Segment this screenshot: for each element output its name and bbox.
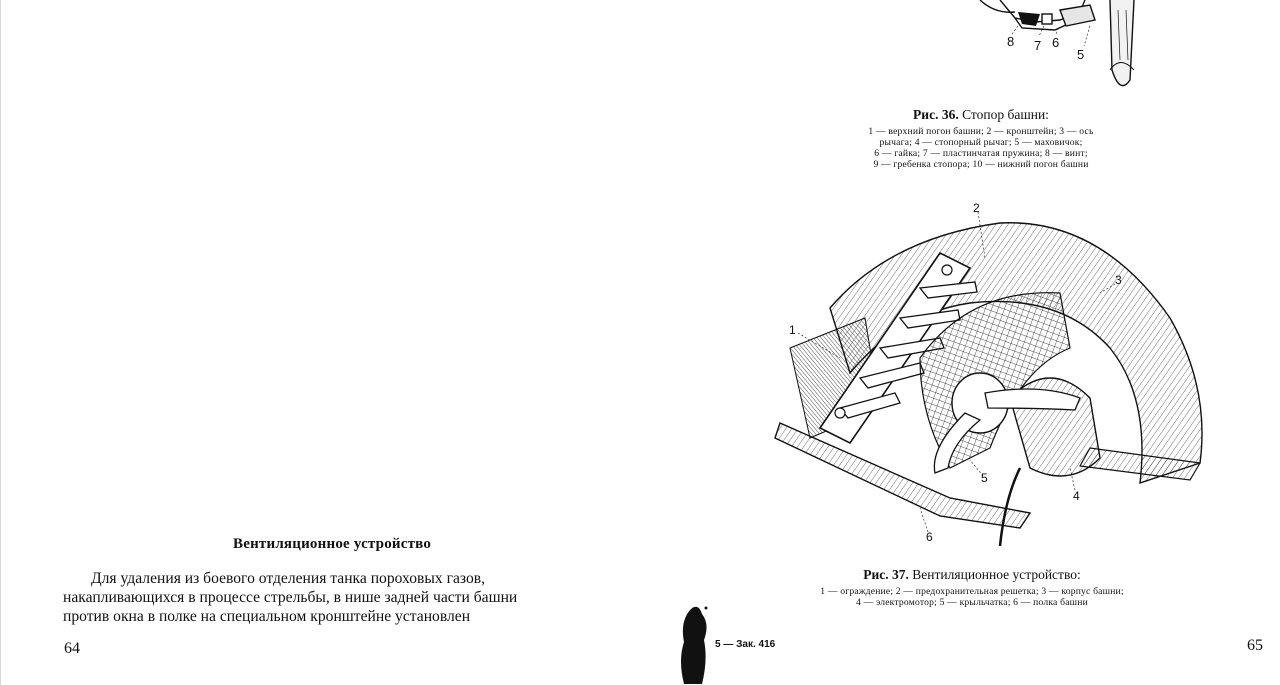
figure-36-caption: [826, 107, 1136, 170]
caption-title: [760, 567, 1184, 583]
body-paragraph: [63, 569, 629, 626]
caption-text: Вентиляционное устройство:: [912, 567, 1081, 582]
ventilation-device-figure: [770, 198, 1210, 548]
fig37-callout: 1: [789, 323, 796, 337]
paragraph-line: Для удаления из боевого отделения танка пороховых газов,: [91, 570, 486, 587]
legend-line: 1 — ограждение; 2 — предохранительная решетка; 3 — корпус башни;: [820, 586, 1124, 597]
caption-title: [826, 107, 1136, 123]
caption-number: Рис. 36.: [913, 107, 959, 122]
fig36-callout: 5: [1077, 47, 1085, 62]
section-title: Вентиляционное устройство: [233, 536, 432, 552]
legend-line: рычага; 4 — стопорный рычаг; 5 — маховичок;: [879, 137, 1083, 148]
fig37-callout: 4: [1073, 489, 1080, 503]
fig36-callout: 6: [1052, 35, 1060, 50]
caption-number: Рис. 37.: [863, 567, 909, 582]
fig36-callout: 7: [1034, 38, 1042, 53]
legend-line: 9 — гребенка стопора; 10 — нижний погон башни: [873, 159, 1089, 170]
legend-line: 4 — электромотор; 5 — крыльчатка; 6 — полка башни: [856, 597, 1088, 608]
figure-37-caption: [760, 567, 1184, 608]
legend-line: 1 — верхний погон башни; 2 — кронштейн; 3 — ось: [868, 126, 1094, 137]
page-number-left: 64: [64, 640, 80, 657]
signature-mark: 5 — Зак. 416: [715, 639, 776, 650]
fig37-callout: 2: [973, 201, 980, 215]
gutter-ink-smudge: [676, 600, 716, 685]
paragraph-line: против окна в полке на специальном кронштейне установлен: [63, 608, 471, 625]
page-number-right: 65: [1247, 637, 1263, 654]
caption-legend: [826, 126, 1136, 170]
caption-text: Стопор башни:: [962, 107, 1049, 122]
paragraph-line: накапливающихся в процессе стрельбы, в нише задней части башни: [63, 589, 518, 606]
fig36-callout: 8: [1007, 34, 1015, 49]
legend-line: 6 — гайка; 7 — пластинчатая пружина; 8 — винт;: [874, 148, 1088, 159]
caption-legend: [760, 586, 1184, 608]
fig37-callout: 3: [1115, 273, 1122, 287]
fig37-callout: 6: [926, 530, 933, 544]
fig37-callout: 5: [981, 471, 988, 485]
turret-lock-figure: [960, 0, 1140, 100]
